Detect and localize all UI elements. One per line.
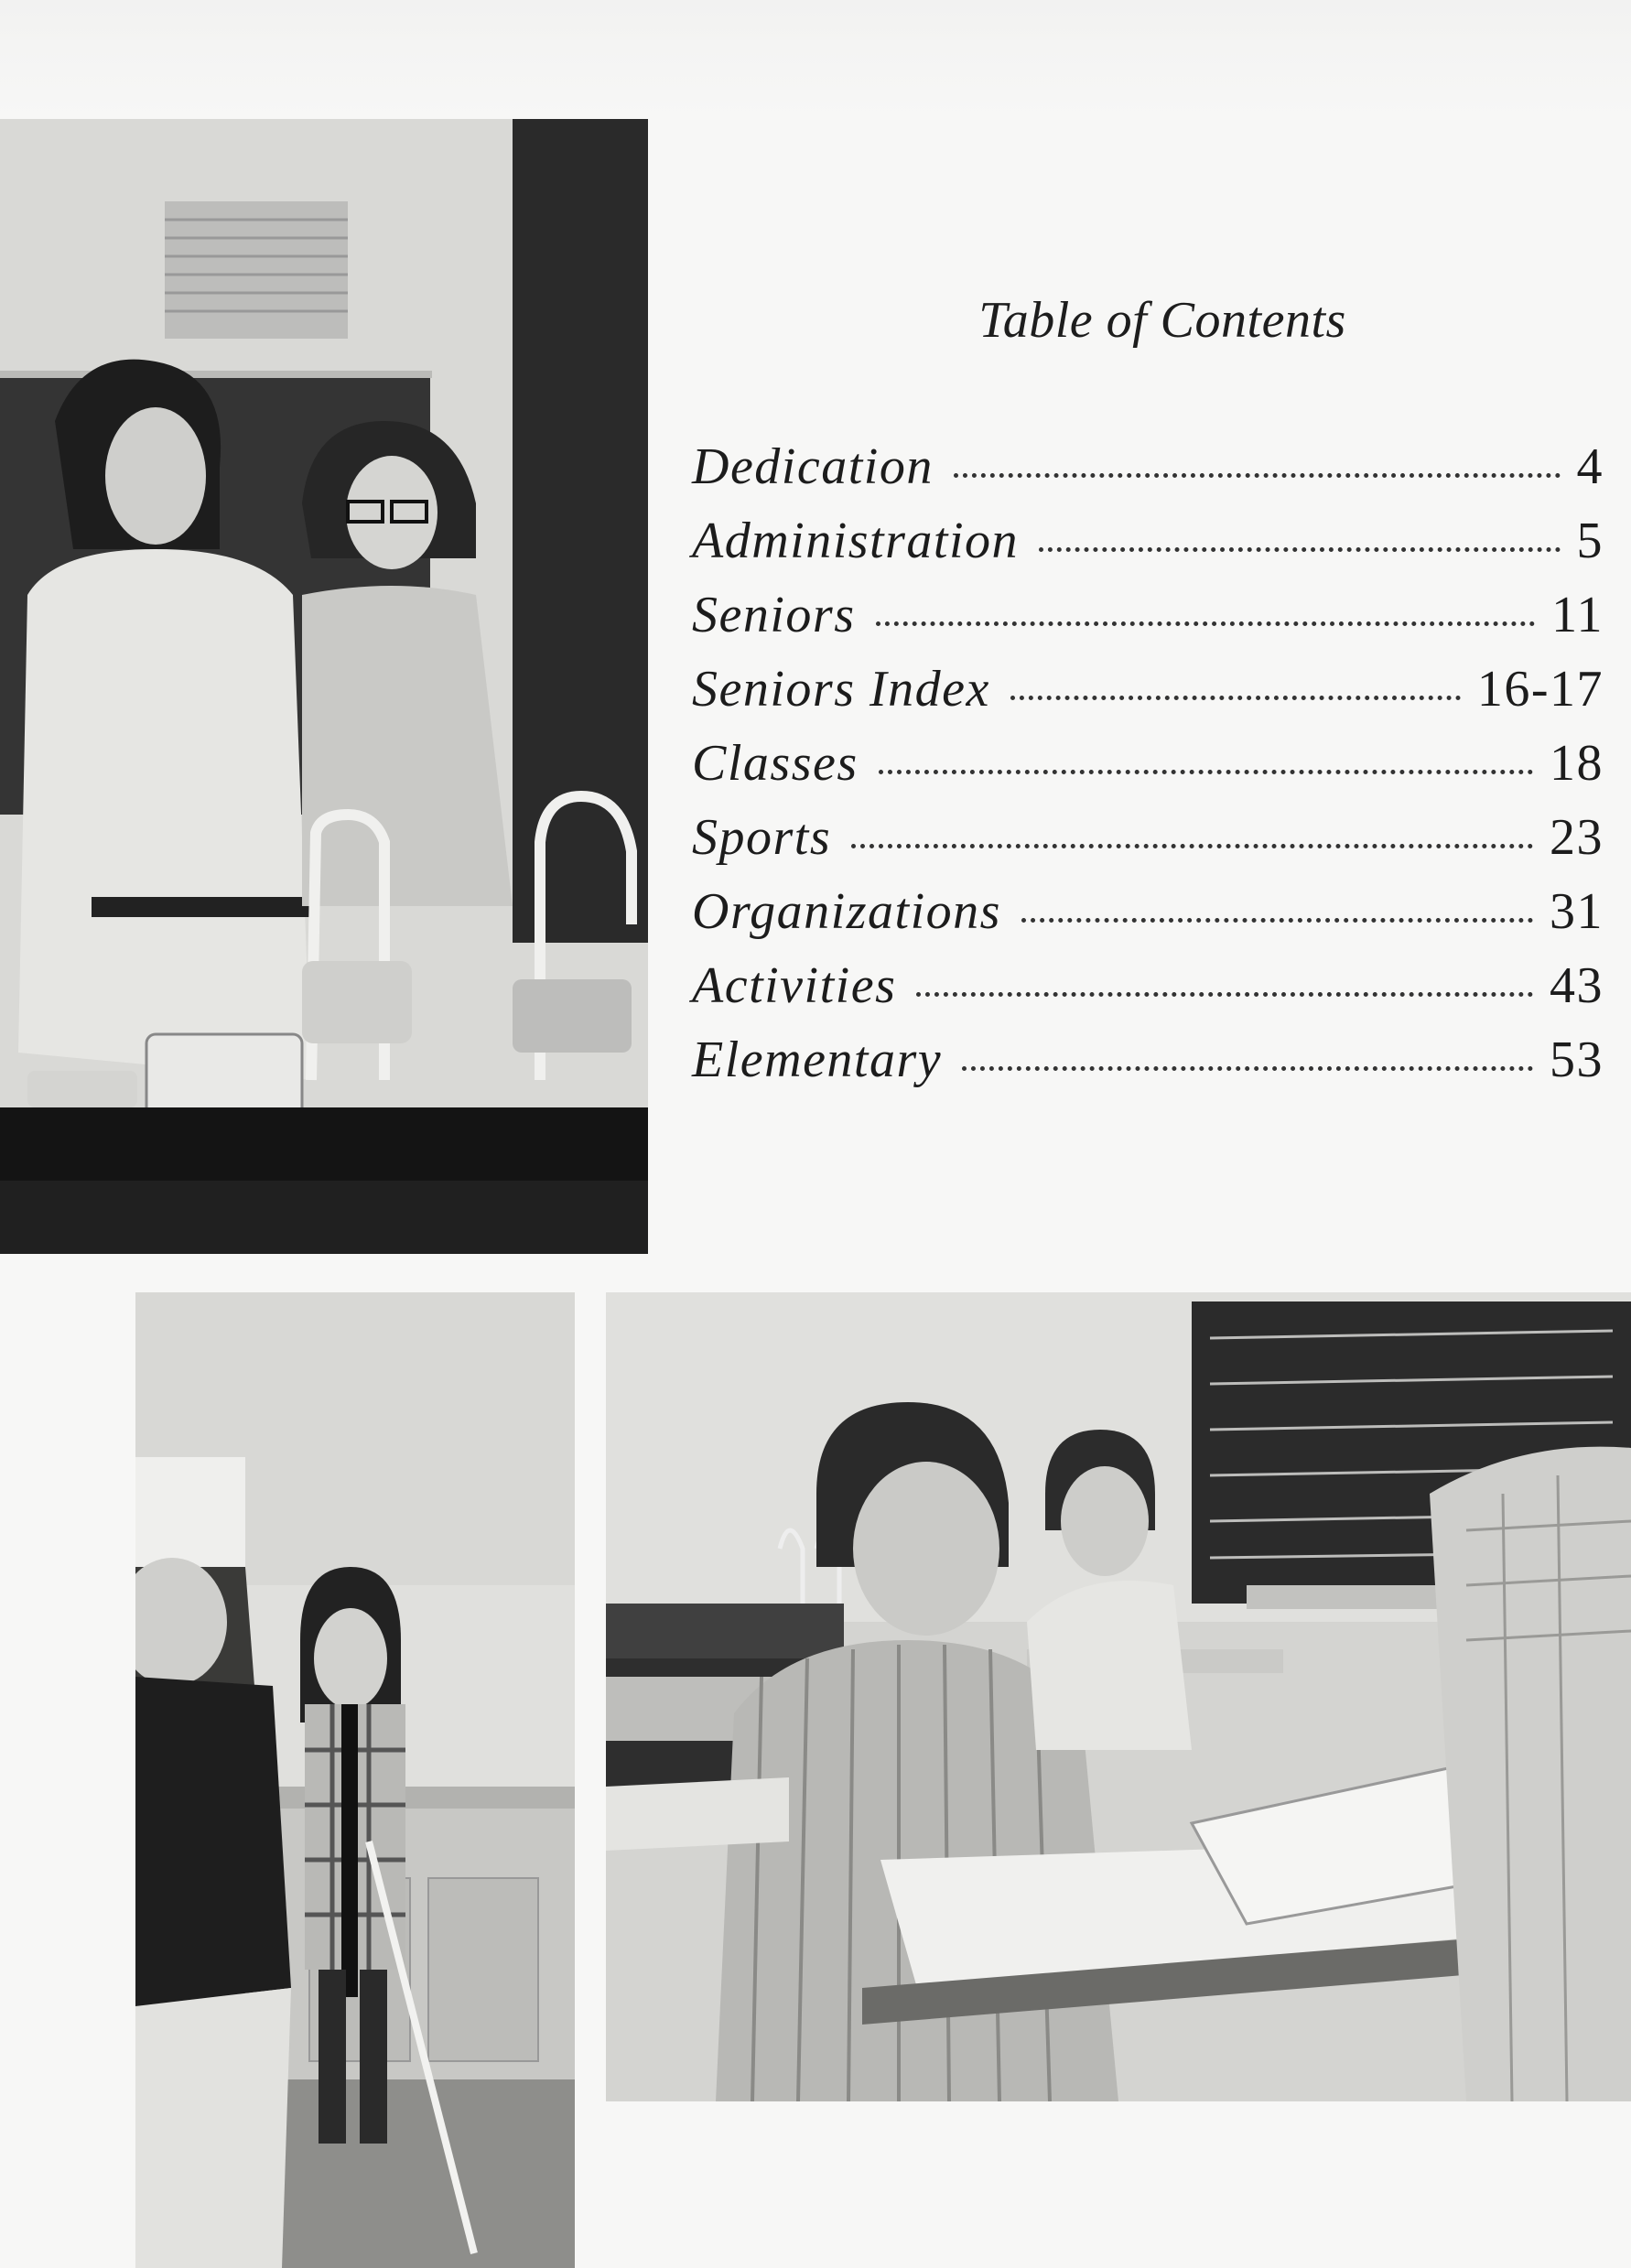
toc-entry [692, 956, 1604, 1031]
toc-list [692, 437, 1604, 1105]
toc-leader-dots [1010, 696, 1461, 700]
toc-entry-page: 4 [1576, 438, 1604, 495]
toc-entry-page: 53 [1550, 1031, 1604, 1088]
toc-entry-label: Elementary [692, 1031, 943, 1088]
toc-entry-page: 23 [1550, 809, 1604, 866]
toc-entry-label: Dedication [692, 438, 934, 495]
toc-entry [692, 660, 1604, 734]
lab-sink-photo [0, 119, 648, 1254]
page-top-margin [0, 0, 1631, 117]
toc-leader-dots [879, 770, 1533, 774]
toc-entry-page: 16-17 [1476, 661, 1604, 718]
toc-entry-label: Seniors [692, 587, 856, 643]
toc-entry-label: Administration [692, 513, 1020, 569]
toc-entry-page: 18 [1550, 735, 1604, 792]
toc-leader-dots [962, 1066, 1533, 1071]
toc-leader-dots [954, 473, 1561, 478]
toc-entry-page: 43 [1550, 957, 1604, 1014]
toc-entry [692, 808, 1604, 882]
toc-entry [692, 734, 1604, 808]
toc-title: Table of Contents [978, 292, 1346, 349]
toc-entry-label: Classes [692, 735, 859, 792]
toc-entry [692, 882, 1604, 956]
toc-entry-label: Seniors Index [692, 661, 990, 718]
toc-entry [692, 586, 1604, 660]
toc-entry-page: 31 [1550, 883, 1604, 940]
students-broom-photo [135, 1292, 575, 2268]
students-desk-photo [606, 1292, 1631, 2101]
toc-leader-dots [851, 844, 1533, 848]
toc-leader-dots [916, 992, 1533, 997]
toc-entry [692, 1031, 1604, 1105]
toc-entry-label: Activities [692, 957, 897, 1014]
toc-entry-label: Organizations [692, 883, 1001, 940]
toc-leader-dots [1021, 918, 1533, 923]
toc-entry-page: 11 [1551, 587, 1604, 643]
toc-entry-label: Sports [692, 809, 832, 866]
toc-entry-page: 5 [1576, 513, 1604, 569]
toc-entry [692, 512, 1604, 586]
toc-leader-dots [876, 621, 1536, 626]
toc-entry [692, 437, 1604, 512]
toc-leader-dots [1039, 547, 1560, 552]
